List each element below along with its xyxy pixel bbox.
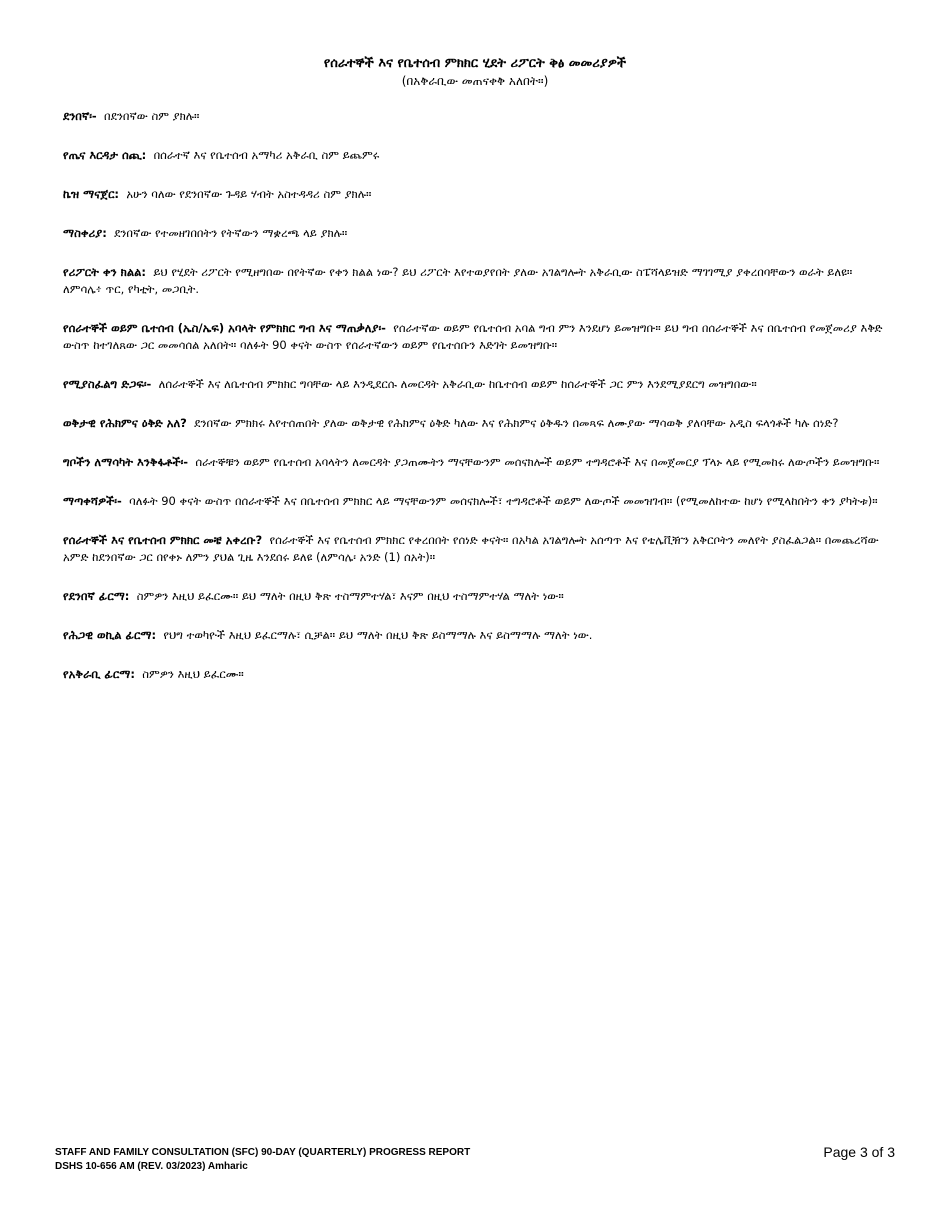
instruction-text: የህግ ተወካዮች እዚህ ይፈርማሉ፣ ሲቻል። ይህ ማለት በዚህ ቅጽ ይስማማሉ እና ይስማማሉ ማለት ነው.	[163, 628, 593, 642]
instruction-label: የሚያስፈልግ ድጋፍ፡-	[63, 377, 152, 391]
instruction-label: የደንበኛ ፊርማ:	[63, 589, 130, 603]
page-header	[0, 55, 950, 90]
instruction-label: ግቦችን ለማሳካት እንቅፋቶች፡-	[63, 455, 189, 469]
instruction-label: የሕጋዊ ወኪል ፊርማ:	[63, 628, 157, 642]
page-number: Page 3 of 3	[823, 1144, 895, 1160]
instruction-provider-signature	[63, 666, 893, 683]
instruction-client-signature	[63, 588, 893, 605]
instruction-text: ሰራተኞቹን ወይም የቤተሰብ አባላትን ለመርዳት ያጋጠሙትን ማናቸውንም መሰናክሎች ወይም ተግዳሮቶች እና በመጀመርያ ፕላኑ ላይ የሚመከሩ ለውጦችን ይመዝግቡ።	[195, 455, 880, 469]
instruction-label: የሪፖርት ቀን ክልል:	[63, 265, 147, 279]
instruction-text: የሰራተኛው ወይም የቤተሰብ አባል ግብ ምን እንደሆነ ይመዝግቡ። ይህ ግብ በሰራተኞች እና በቤተሰብ የመጀመሪያ እቅድ ውስጥ ከተገለጸው ጋር መመሳሰል አለበት። ባለፉት 90 ቀናት ውስጥ የሰራተኛውን ወይም የቤተሰቡን እድገት ይመዝግቡ።	[63, 321, 883, 352]
instruction-label: የአቅራቢ ፊርማ:	[63, 667, 135, 681]
instruction-label: የሰራተኞች እና የቤተሰብ ምክክር መቼ አቀረቡ?	[63, 533, 263, 547]
instruction-text: ስምዎን እዚህ ይፈርሙ። ይህ ማለት በዚህ ቅጽ ተስማምተሃል፣ እናም በዚህ ተስማምተሃል ማለት ነው።	[136, 589, 564, 603]
instruction-text: ደንበኛው ምክክሩ እየተሰጠበት ያለው ወቅታዊ የሕክምና ዕቅድ ካለው እና የሕክምና ዕቅዱን በመጻፍ ለሙያው ማሳወቅ ያለባቸው አዲስ ፍላጎቶች ካሉ ሰነድ?	[194, 416, 839, 430]
instruction-label: ማስቀሪያ:	[63, 226, 107, 240]
instruction-text: ስምዎን እዚህ ይፈርሙ።	[142, 667, 244, 681]
form-footer	[55, 1146, 470, 1174]
instruction-treatment-plan	[63, 415, 893, 432]
instruction-provider	[63, 147, 893, 164]
instruction-label: የጤና እርዳታ ሰጪ:	[63, 148, 147, 162]
instruction-client	[63, 108, 893, 125]
instruction-goal-summary	[63, 320, 893, 354]
instruction-text: ለሰራተኞች እና ለቤተሰብ ምክክር ግባቸው ላይ እንዲደርሱ ለመርዳት አቅራቢው ከቤተሰብ ወይም ከሰራተኞች ጋር ምን እንደሚያደርግ መዝግበው።	[158, 377, 757, 391]
instruction-referrals	[63, 493, 893, 510]
instruction-date-range	[63, 264, 893, 298]
instruction-dates-provided	[63, 532, 893, 566]
page-title: የሰራተኞች እና የቤተሰብ ምክክር ሂደት ሪፖርት ቅፅ መመሪያዎች	[323, 56, 627, 71]
instruction-supports-needed	[63, 376, 893, 393]
instruction-text: የሰራተኞች እና የቤተሰብ ምክክር የቀረበበት የሰነድ ቀናት። በአካል አገልግሎት አሰጣጥ እና የቴሌቪዥን አቅርቦትን መለየት ያስፈልጋል። በመጨረሻው አምድ ከደንበኛው ጋር በየቀኑ ለምን ያህል ጊዜ እንደሰሩ ይለዩ (ለምሳሌ፡ አንድ (1) ሰአት)።	[63, 533, 879, 564]
instruction-legal-rep-signature	[63, 627, 893, 644]
page-subtitle: (በአቅራቢው መጠናቀቅ አለበት።)	[401, 74, 549, 88]
instruction-text: አሁን ባለው የደንበኛው ጉዳይ ሃብት አስተዳዳሪ ስም ያክሉ።	[126, 187, 372, 201]
instruction-label: ደንበኛ፡-	[63, 109, 97, 123]
instruction-label: ኬዝ ማናጀር:	[63, 187, 120, 201]
form-name: STAFF AND FAMILY CONSULTATION (SFC) 90-DAY (QUARTERLY) PROGRESS REPORT	[55, 1147, 471, 1158]
instruction-text: በሰራተኛ እና የቤተሰብ አማካሪ አቅራቢ ስም ይጨምሩ	[153, 148, 380, 162]
instruction-label: ወቅታዊ የሕክምና ዕቅድ አለ?	[63, 416, 187, 430]
instruction-text: ይህ የሂደት ሪፖርት የሚዘግበው በየትኛው የቀን ክልል ነው? ይህ ሪፖርት እየተወያየበት ያለው አገልግሎት አቅራቢው ስፔሻላይዝድ ማገገሚያ ያቀረበባቸውን ወራት ይለዩ። ለምሳሌ፥ ጥር, የካቲት, መጋቢት.	[63, 265, 853, 296]
instruction-waiver	[63, 225, 893, 242]
form-number: DSHS 10-656 AM (REV. 03/2023) Amharic	[55, 1161, 248, 1172]
instruction-label: የሰራተኞች ወይም ቤተሰብ (ኤስ/ኤፍ) አባላት የምክክር ግብ እና ማጠቃለያ፡-	[63, 321, 386, 335]
instruction-list	[63, 108, 893, 705]
instruction-case-manager	[63, 186, 893, 203]
instruction-text: ባለፉት 90 ቀናት ውስጥ በሰራተኞች እና በቤተሰብ ምክክር ላይ ማናቸውንም መሰናክሎች፣ ተግዳሮቶች ወይም ለውጦች መመዝገብ። (የሚመለከተው ከሆነ የሚላከበትን ቀን ያካትቱ)።	[129, 494, 878, 508]
instruction-text: ደንበኛው የተመዘገበበትን የትኛውን ማቋረጫ ላይ ያክሉ።	[114, 226, 348, 240]
instruction-text: በደንበኛው ስም ያክሉ።	[104, 109, 200, 123]
instruction-label: ማጣቀሻዎች፡-	[63, 494, 122, 508]
instruction-barriers	[63, 454, 893, 471]
